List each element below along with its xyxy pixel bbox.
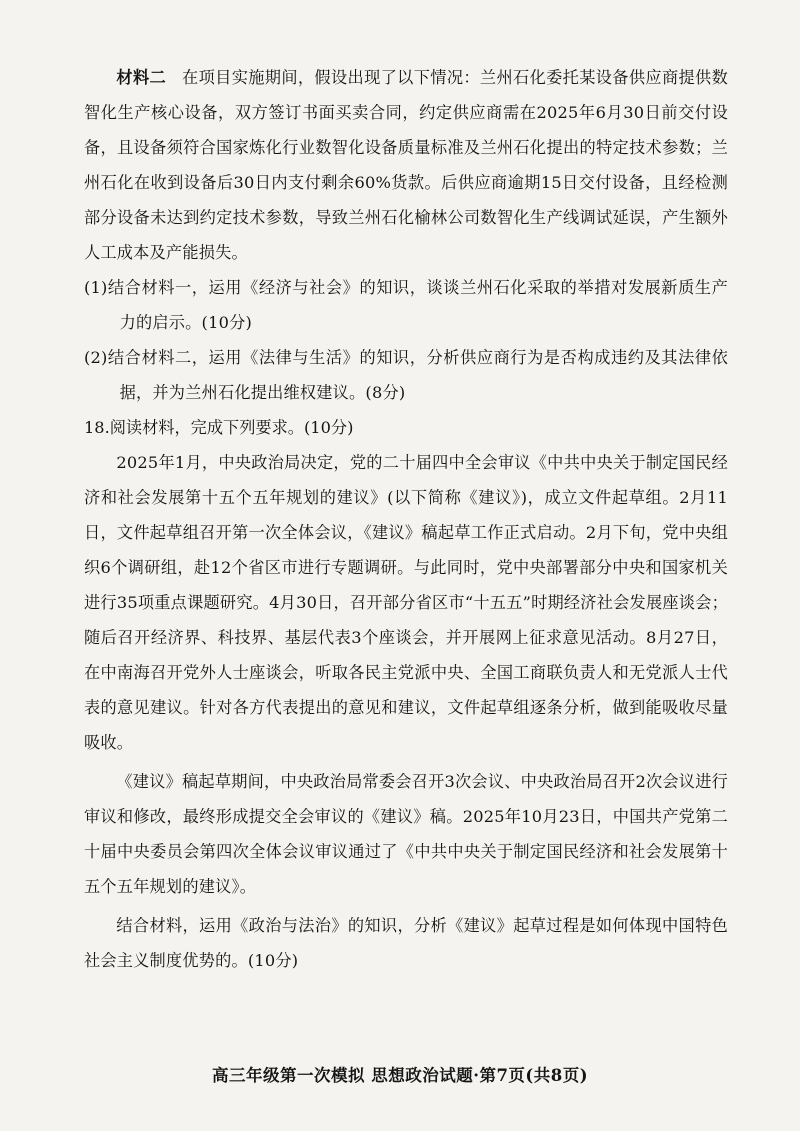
question-18-title: 18.阅读材料，完成下列要求。(10分) [84, 418, 354, 437]
question-18-material-paragraph-1: 2025年1月，中央政治局决定，党的二十届四中全会审议《中共中央关于制定国民经济和社会发展第十五个五年规划的建议》(以下简称《建议》)，成立文件起草组。2月11日，文件起草组召开第一次全体会议，《建议》稿起草工作正式启动。2月下旬，党中央组织6个调研组，赴12个省区市进行专题调研。与此同时，党中央部署部分中央和国家机关进行35项重点课题研究。4月30日，召开部分省区市“十五五”时期经济社会发展座谈会；随后召开经济界、科技界、基层代表3个座谈会，并开展网上征求意见活动。8月27日，在中南海召开党外人士座谈会，听取各民主党派中央、全国工商联负责人和无党派人士代表的意见建议。针对各方代表提出的意见和建议，文件起草组逐条分析，做到能吸收尽量吸收。 [84, 453, 728, 752]
question-18-requirement: 结合材料，运用《政治与法治》的知识，分析《建议》起草过程是如何体现中国特色社会主义制度优势的。(10分) [84, 916, 728, 970]
material-two-text: 在项目实施期间，假设出现了以下情况：兰州石化委托某设备供应商提供数智化生产核心设备，双方签订书面买卖合同，约定供应商需在2025年6月30日前交付设备，且设备须符合国家炼化行业数智化设备质量标准及兰州石化提出的特定技术参数；兰州石化在收到设备后30日内支付剩余60%货款。后供应商逾期15日交付设备，且经检测部分设备未达到约定技术参数，导致兰州石化榆林公司数智化生产线调试延误，产生额外人工成本及产能损失。 [84, 68, 728, 262]
material-two-label: 材料二 [116, 68, 167, 87]
page-footer: 高三年级第一次模拟 思想政治试题·第7页(共8页) [211, 1066, 589, 1085]
material-two-paragraph [84, 60, 728, 270]
question-17-part-2: (2)结合材料二，运用《法律与生活》的知识，分析供应商行为是否构成违约及其法律依据，并为兰州石化提出维权建议。(8分) [84, 348, 728, 402]
question-17-part-1: (1)结合材料一，运用《经济与社会》的知识，谈谈兰州石化采取的举措对发展新质生产力的启示。(10分) [84, 278, 728, 332]
question-18-material-paragraph-2: 《建议》稿起草期间，中央政治局常委会召开3次会议、中央政治局召开2次会议进行审议和修改，最终形成提交全会审议的《建议》稿。2025年10月23日，中国共产党第二十届中央委员会第四次全体会议审议通过了《中共中央关于制定国民经济和社会发展第十五个五年规划的建议》。 [84, 772, 728, 896]
